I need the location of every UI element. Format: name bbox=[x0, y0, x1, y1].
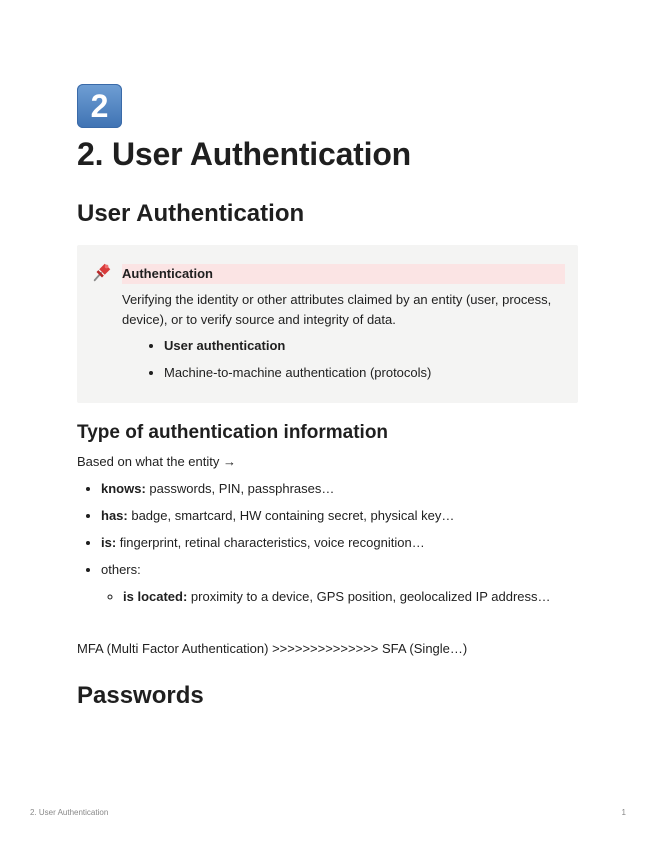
list-item bbox=[164, 336, 431, 356]
mfa-note: MFA (Multi Factor Authentication) >>>>>>>>>>>>>> SFA (Single…) bbox=[77, 641, 468, 656]
callout-title: Authentication bbox=[122, 264, 565, 284]
item-label: knows: bbox=[101, 481, 146, 496]
section-heading-user-authentication: User Authentication bbox=[77, 200, 305, 227]
callout-description: Verifying the identity or other attributes claimed by an entity (user, process, device), or to verify source and integrity of data. bbox=[122, 292, 552, 327]
section-heading-auth-types: Type of authentication information bbox=[77, 422, 389, 443]
item-text: passwords, PIN, passphrases… bbox=[145, 481, 335, 496]
item-text: badge, smartcard, HW containing secret, physical key… bbox=[127, 508, 455, 523]
list-item-text: Machine-to-machine authentication (protocols) bbox=[164, 365, 432, 380]
list-item bbox=[101, 533, 621, 553]
list-item bbox=[101, 479, 621, 499]
keycap-two-label: 2 bbox=[90, 88, 109, 124]
item-text: proximity to a device, GPS position, geolocalized IP address… bbox=[187, 589, 551, 604]
callout-box bbox=[77, 245, 578, 403]
item-text: others: bbox=[101, 562, 141, 577]
list-item-text: User authentication bbox=[164, 338, 286, 353]
auth-types-list bbox=[77, 479, 621, 614]
item-label: is: bbox=[101, 535, 117, 550]
keycap-two-icon bbox=[77, 84, 122, 128]
section-heading-passwords: Passwords bbox=[77, 682, 204, 709]
page-title: 2. User Authentication bbox=[77, 136, 412, 172]
item-label: has: bbox=[101, 508, 128, 523]
pushpin-icon bbox=[91, 261, 113, 283]
list-item bbox=[164, 363, 431, 383]
item-text: fingerprint, retinal characteristics, voice recognition… bbox=[116, 535, 425, 550]
sub-list bbox=[101, 587, 621, 607]
sub-list-item bbox=[123, 587, 621, 607]
list-item bbox=[101, 560, 621, 607]
callout-list bbox=[147, 336, 431, 390]
item-label: is located: bbox=[123, 589, 188, 604]
footer-title: 2. User Authentication bbox=[30, 808, 109, 817]
page-number: 1 bbox=[621, 808, 626, 817]
list-item bbox=[101, 506, 621, 526]
types-intro: Based on what the entity → bbox=[77, 454, 236, 469]
